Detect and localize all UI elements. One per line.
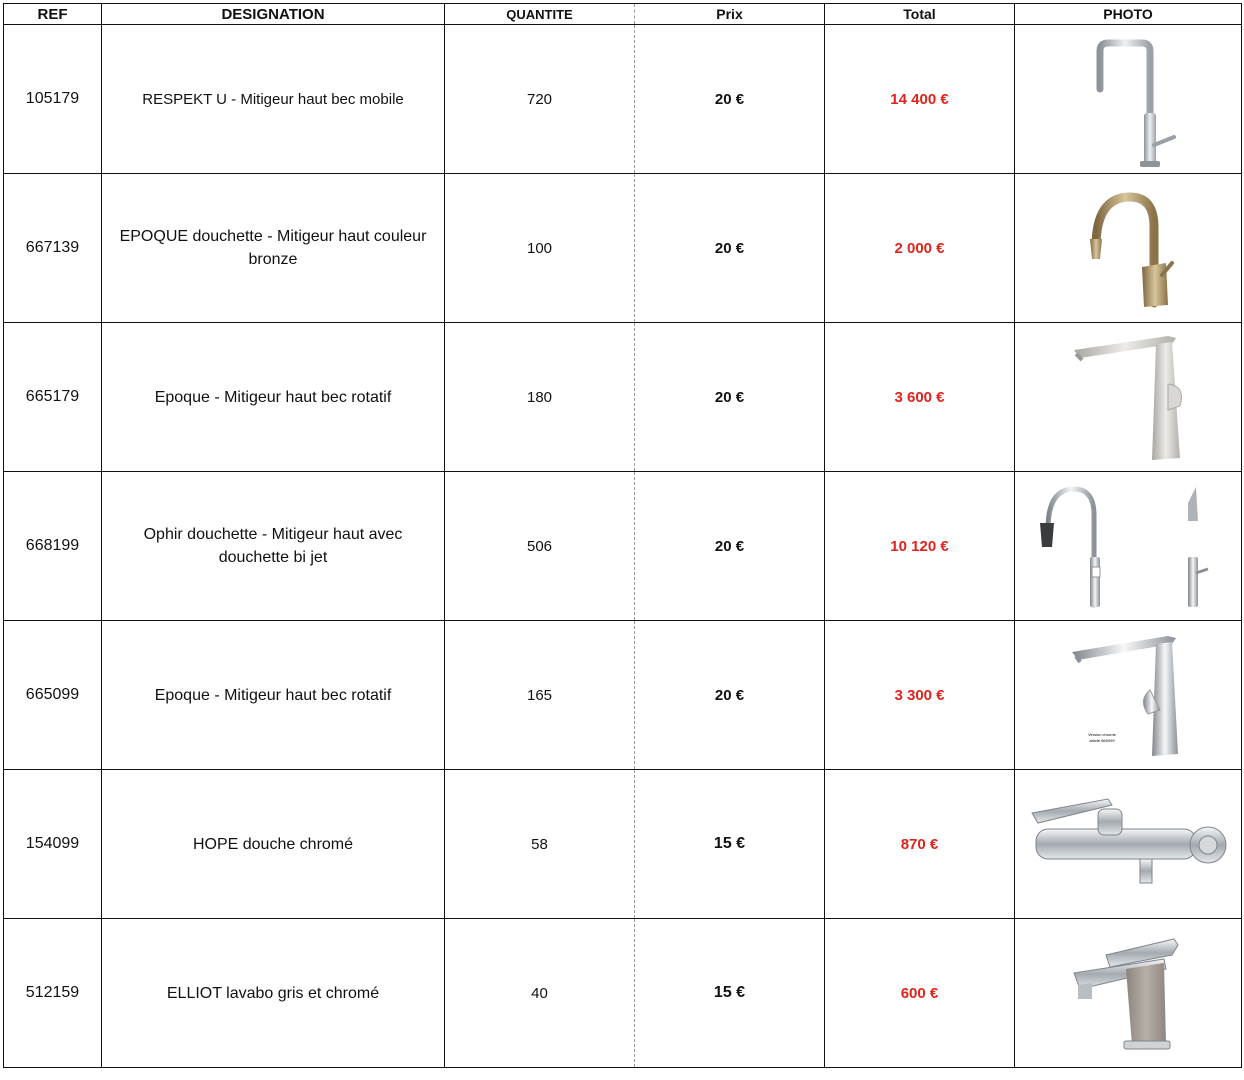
photo-caption-line2: article 665099 (1089, 738, 1115, 743)
quantite-cell: 720 (445, 25, 635, 174)
total-cell: 2 000 € (825, 174, 1015, 323)
designation-cell: Epoque - Mitigeur haut bec rotatif (102, 621, 445, 770)
total-cell: 3 300 € (825, 621, 1015, 770)
designation-cell: HOPE douche chromé (102, 770, 445, 919)
header-ref: REF (4, 4, 102, 25)
quantite-cell: 180 (445, 323, 635, 472)
quantite-cell: 165 (445, 621, 635, 770)
ref-cell: 667139 (4, 174, 102, 323)
total-cell: 3 600 € (825, 323, 1015, 472)
photo-cell (1015, 472, 1242, 621)
table-row (4, 25, 1242, 174)
rotating-spout-faucet-chrome-icon (1068, 630, 1188, 760)
photo-cell (1015, 621, 1242, 770)
photo-cell (1015, 919, 1242, 1068)
prix-cell: 20 € (635, 472, 825, 621)
product-table (3, 3, 1242, 1068)
photo-cell (1015, 770, 1242, 919)
pull-out-spray-faucet-icon (1028, 481, 1228, 611)
total-cell: 10 120 € (825, 472, 1015, 621)
header-photo: PHOTO (1015, 4, 1242, 25)
ref-cell: 668199 (4, 472, 102, 621)
table-row (4, 323, 1242, 472)
photo-caption-line1: Version chromé (1088, 732, 1116, 737)
quantite-cell: 506 (445, 472, 635, 621)
header-row (4, 4, 1242, 25)
prix-cell: 20 € (635, 25, 825, 174)
quantite-cell: 100 (445, 174, 635, 323)
prix-cell: 20 € (635, 621, 825, 770)
chrome-high-kitchen-faucet-icon (1078, 29, 1178, 169)
designation-cell: EPOQUE douchette - Mitigeur haut couleur bronze (102, 174, 445, 323)
total-cell: 14 400 € (825, 25, 1015, 174)
table-row (4, 174, 1242, 323)
table-row (4, 770, 1242, 919)
table-row (4, 472, 1242, 621)
prix-cell: 20 € (635, 174, 825, 323)
bronze-pull-down-faucet-icon (1078, 183, 1178, 313)
rotating-spout-faucet-icon (1068, 330, 1188, 464)
basin-mixer-icon (1068, 933, 1188, 1053)
header-quantite: QUANTITE (445, 4, 635, 25)
designation-cell: Ophir douchette - Mitigeur haut avec douchette bi jet (102, 472, 445, 621)
designation-cell: ELLIOT lavabo gris et chromé (102, 919, 445, 1068)
photo-cell (1015, 174, 1242, 323)
header-prix: Prix (635, 4, 825, 25)
total-cell: 870 € (825, 770, 1015, 919)
table-row (4, 621, 1242, 770)
photo-cell (1015, 323, 1242, 472)
header-designation: DESIGNATION (102, 4, 445, 25)
ref-cell: 665179 (4, 323, 102, 472)
designation-cell: RESPEKT U - Mitigeur haut bec mobile (102, 25, 445, 174)
quantite-cell: 58 (445, 770, 635, 919)
header-total: Total (825, 4, 1015, 25)
ref-cell: 154099 (4, 770, 102, 919)
order-sheet (3, 3, 1242, 1068)
prix-cell: 15 € (635, 770, 825, 919)
prix-cell: 15 € (635, 919, 825, 1068)
quantite-cell: 40 (445, 919, 635, 1068)
designation-cell: Epoque - Mitigeur haut bec rotatif (102, 323, 445, 472)
prix-cell: 20 € (635, 323, 825, 472)
total-cell: 600 € (825, 919, 1015, 1068)
ref-cell: 512159 (4, 919, 102, 1068)
photo-cell (1015, 25, 1242, 174)
wall-shower-mixer-icon (1028, 789, 1228, 899)
ref-cell: 665099 (4, 621, 102, 770)
table-row (4, 919, 1242, 1068)
ref-cell: 105179 (4, 25, 102, 174)
